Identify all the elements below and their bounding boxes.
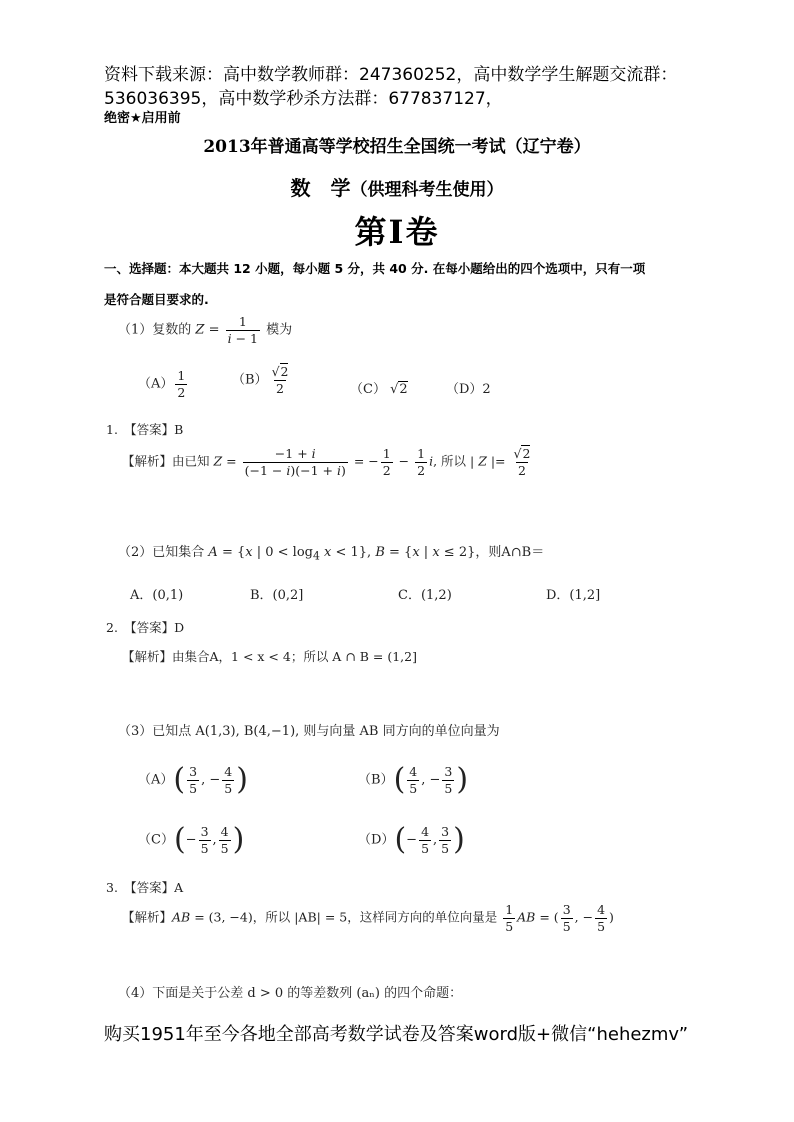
question-3-option-a: （A）( $\frac{3}{5}$ , − $\frac{4}{5}$ ) [138,762,248,798]
subject-name: 数 学 [290,176,351,200]
question-1-option-a: （A） $\frac{1}{2}$ [138,368,186,400]
question-4: （4）下面是关于公差 d > 0 的等差数列 (aₙ) 的四个命题： [118,986,463,1001]
explanation-2: 【解析】由集合A，1 < x < 4；所以 A ∩ B = (1,2] [122,649,417,664]
section-instructions-line-2: 是符合题目要求的. [104,292,209,307]
question-2-option-b: B．(0,2] [250,588,304,603]
question-2-option-c: C．(1,2) [398,588,452,603]
question-1-fraction: $\frac{1}{i - 1}$ [227,314,259,346]
question-1-prefix: （1）复数的 [118,322,192,338]
subject-title [0,172,794,201]
question-2-option-a: A．(0,1) [130,588,184,603]
question-1-suffix: 模为 [266,322,293,338]
volume-title: 第Ⅰ卷 [354,213,440,251]
source-info-line-1: 资料下载来源：高中数学教师群：247360252，高中数学学生解题交流群： [104,65,678,85]
explanation-3: 【解析】AB = (3, −4)，所以 |AB| = 5，这样同方向的单位向量是 $\frac{1}{5}$ AB = ( $\frac{3}{5}$ , − $\frac{4}{5}$ ) [122,902,614,934]
question-3-option-b: （B）( $\frac{4}{5}$ , − $\frac{3}{5}$ ) [358,762,469,798]
answer-1: 1. 【答案】B [106,422,184,437]
question-3: （3）已知点 A(1,3), B(4,−1), 则与向量 AB 同方向的单位向量为 [118,724,500,739]
question-1: （1）复数的 Z = $\frac{1}{i - 1}$ 模为 [118,314,293,346]
purchase-footer: 购买1951年至今各地全部高考数学试卷及答案word版+微信“hehezmv” [104,1024,689,1045]
question-3-option-c: （C）(− $\frac{3}{5}$ , $\frac{4}{5}$ ) [138,822,245,858]
answer-3: 3. 【答案】A [106,880,184,895]
question-1-option-b: （B） $\frac{√2}{2}$ [232,364,289,396]
question-1-option-d: （D）2 [446,382,491,397]
source-info-line-2: 536036395，高中数学秒杀方法群：677837127， [104,89,503,109]
section-instructions-line-1: 一、选择题：本大题共 12 小题，每小题 5 分，共 40 分. 在每小题给出的四个选项中，只有一项 [104,261,646,276]
question-2-option-d: D．(1,2] [546,588,601,603]
subject-note: （供理科考生使用） [350,180,504,200]
explanation-1: 【解析】由已知 Z = $\frac{-1 + i}{(-1 - i)(-1 + i)}$ = − $\frac{1}{2}$ − $\frac{1}{2}$ i, 所以 | Z |= $\frac{√2}{2}$ [122,446,531,478]
question-3-option-d: （D）(− $\frac{4}{5}$ , $\frac{3}{5}$ ) [358,822,465,858]
confidential-label: 绝密★启用前 [104,111,181,126]
question-2: （2）已知集合 A = {x | $0 < \log_4 x < 1$}, B = {x | x ≤ 2}，则A∩B＝ [118,545,545,563]
answer-2: 2. 【答案】D [106,620,185,635]
question-1-option-c: （C） √2 [350,382,408,397]
exam-title: 2013年普通高等学校招生全国统一考试（辽宁卷） [203,137,591,157]
